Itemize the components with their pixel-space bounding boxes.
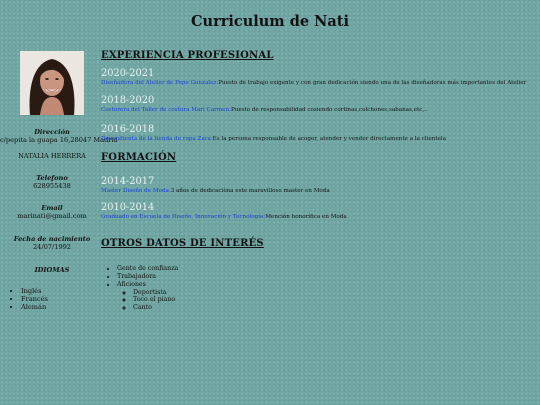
phone-value: 628955438 <box>33 182 71 190</box>
list-item: • Alemán <box>21 304 48 312</box>
phone-label: Telefono <box>36 174 68 182</box>
list-item: ◦ Deportista <box>133 289 178 297</box>
email-label: Email <box>41 204 63 212</box>
list-item: ◦ Toco el piano <box>133 296 178 304</box>
experience-text: Puesto de responsabilidad cosiendo cortinas,colchones,sabanas,etc,.. <box>230 107 428 113</box>
experience-years: 2018-2020 <box>101 95 155 106</box>
experience-place: Costurera del Taller de costura Mari Carmen: <box>101 107 231 113</box>
experience-entry <box>101 80 526 86</box>
birthdate-label: Fecha de nacimiento <box>13 235 91 243</box>
address-value: c/pepita la guapa 16,28047 Madrid <box>0 136 118 144</box>
list-item: • Inglés <box>21 288 48 296</box>
page-title: Curriculum de Nati <box>191 13 349 30</box>
list-item <box>117 281 178 312</box>
others-list <box>106 265 178 312</box>
experience-years: 2016-2018 <box>101 124 155 135</box>
education-years: 2014-2017 <box>101 176 155 187</box>
experience-entry <box>101 107 428 113</box>
list-item: • Francés <box>21 296 48 304</box>
portrait-image <box>20 51 84 115</box>
others-heading: OTROS DATOS DE INTERÉS <box>101 238 264 249</box>
languages-label: IDIOMAS <box>34 266 70 274</box>
experience-years: 2020-2021 <box>101 68 155 79</box>
profile-photo <box>20 51 84 115</box>
list-item: ◦ Canto <box>133 304 178 312</box>
experience-entry <box>101 136 446 142</box>
experience-place: Diseñadora del Atelier de Pepe Gonzalez: <box>101 80 219 86</box>
hobbies-list <box>117 289 178 313</box>
email-value: marinati@gmail.com <box>17 212 87 220</box>
experience-text: Puesto de trabajo exigente y con gran dedicación siendo una de las diseñadoras más importantes del Atelier <box>218 80 527 86</box>
full-name: NATALIA HERRERA <box>18 152 86 160</box>
education-heading: FORMACIÓN <box>101 152 177 163</box>
education-place: Graduado en Escuela de Diseño, Innovación y Tecnología: <box>101 214 266 220</box>
experience-place: Dependienta de la tienda de ropa Zara: <box>101 136 213 142</box>
experience-heading: EXPERIENCIA PROFESIONAL <box>101 50 274 61</box>
education-text: 3 años de dedicaciòna este maravilloso master en Moda <box>170 188 330 194</box>
birthdate-value: 24/07/1992 <box>32 243 71 251</box>
education-years: 2010-2014 <box>101 202 155 213</box>
education-entry <box>101 214 347 220</box>
education-text: Mención honorífica en Moda <box>265 214 347 220</box>
address-label: Dirección <box>34 128 70 136</box>
list-item: • Gente de confianza <box>117 265 178 273</box>
hobbies-label: Aficiones <box>117 280 146 288</box>
experience-text: Es la persona responsable de acoger, atender y vender directamente a la clientela <box>212 136 447 142</box>
languages-list <box>10 288 48 312</box>
education-place: Master Diseño de Moda: <box>101 188 171 194</box>
education-entry <box>101 188 330 194</box>
list-item: • Trabajadora <box>117 273 178 281</box>
